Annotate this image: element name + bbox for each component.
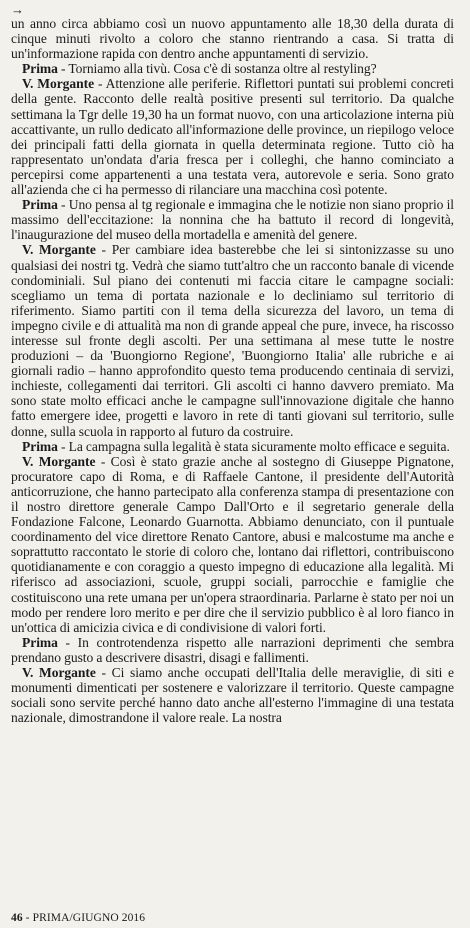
paragraph-text: - Uno pensa al tg regionale e immagina che le notizie non siano proprio il massimo dell'eccitazione: la nonnina che ha battuto il record di longevità, l'inaugurazione del museo della mortadella e amenità del genere. [11,197,454,243]
speaker-name: Prima [22,197,58,213]
paragraph-text: un anno circa abbiamo così un nuovo appuntamento alle 18,30 della durata di cinque minuti rivolto a coloro che stanno rientrando a casa. Si tratta di un'informazione rapida con dentro anche appuntamenti di servizio. [11,16,454,62]
speaker-name: Prima [22,61,58,77]
paragraph-text: - Per cambiare idea basterebbe che lei si sintonizzasse su uno qualsiasi dei nostri tg. Vedrà che siamo tutt'altro che un racconto banale di vicende condominiali. Sul piano dei contenuti mi faccia citare le campagne sociali: scegliamo un tema di portata nazionale e lo decliniamo sul territorio di riferimento. Siamo partiti con il tema della sicurezza del lavoro, un tema di impegno civile e di attualità ma non di grande appeal che pure, invece, ha riscosso interesse sul fronte degli ascolti. Per una settimana al mese tutte le nostre produzioni – da 'Buongiorno Regione', 'Buongiorno Italia' alle rubriche e ai giornali radio – hanno approfondito questo tema producendo centinaia di servizi, inchieste, collegamenti dai territori. Gli ascolti ci hanno davvero premiato. Ma sono state molto efficaci anche le campagne sull'innovazione digitale che hanno fatto emergere idee, progetti e lavoro in rete di tanti giovani sul territorio, sulle donne, sulla scuola in rapporto al futuro da costruire. [11,242,454,439]
paragraph-text: - Così è stato grazie anche al sostegno di Giuseppe Pignatone, procuratore capo di Roma, e di Raffaele Cantone, il presidente dell'Autorità anticorruzione, che hanno partecipato alla conferenza stampa di presentazione con il nostro direttore generale Campo Dall'Orto e il segretario generale della Fondazione Falcone, Leonardo Guarnotta. Abbiamo denunciato, con il puntuale coordinamento del vice direttore Renato Cantore, abusi e malcostume ma anche e soprattutto raccontato le storie di coloro che, lontano dai riflettori, contribuiscono quotidianamente e con coraggio a questo impegno di educazione alla legalità. Mi riferisco ad associazioni, scuole, gruppi sociali, parrocchie e famiglie che costituiscono una rete umana per un'opera straordinaria. Parlarne è stato per noi un modo per rendere loro merito e per dire che il servizio pubblico è al loro fianco in un'ottica di amicizia civica e di condivisione di valori forti. [11,453,454,635]
article-paragraph [11,242,454,438]
continuation-arrow-icon: → [11,2,24,17]
paragraph-text: - Torniamo alla tivù. Cosa c'è di sostanza oltre al restyling? [57,61,377,77]
article-paragraph [11,635,454,665]
page-footer [11,912,145,924]
article-paragraph [11,454,454,635]
speaker-name: V. Morgante [22,242,96,258]
speaker-name: V. Morgante [22,665,96,681]
page-number: 46 [11,912,23,924]
article-paragraph [11,76,454,197]
article-paragraph [11,439,454,454]
speaker-name: V. Morgante [22,453,96,469]
article-paragraph [11,16,454,61]
speaker-name: Prima [22,634,58,650]
article-column [11,4,454,725]
article-paragraph [11,197,454,242]
paragraph-text: - Ci siamo anche occupati dell'Italia delle meraviglie, di siti e monumenti dimenticati per sostenere e valorizzare il territorio. Queste campagne sociali sono servite perché hanno dato anche all'esterno l'immagine di una testata nazionale, dimostrandone il valore reale. La nostra [11,665,454,726]
speaker-name: Prima [22,438,58,454]
article-body [11,16,454,725]
article-paragraph [11,61,454,76]
paragraph-text: - Attenzione alle periferie. Riflettori puntati sui problemi concreti della gente. Racconto delle realtà positive presenti sul territorio. Da qualche settimana la Tgr delle 19,30 ha un format nuovo, con una articolazione interna più accattivante, un rullo dedicato all'informazione delle province, un riepilogo veloce dei principali fatti della giornata in quella determinata regione. Tutto ciò ha rappresentato un'ondata d'aria fresca per i colleghi, che hanno cominciato a percepirsi come appartenenti a una testata vera, autorevole e seria. Sono grato all'azienda che ci ha permesso di rilanciare una macchina così potente. [11,76,454,198]
speaker-name: V. Morgante [22,76,95,92]
paragraph-text: - La campagna sulla legalità è stata sicuramente molto efficace e seguita. [57,438,450,454]
article-paragraph [11,665,454,725]
paragraph-text: - In controtendenza rispetto alle narrazioni deprimenti che sembra prendano gusto a descrivere disastri, disagi e fallimenti. [11,634,454,665]
publication-info: - PRIMA/GIUGNO 2016 [22,912,146,924]
